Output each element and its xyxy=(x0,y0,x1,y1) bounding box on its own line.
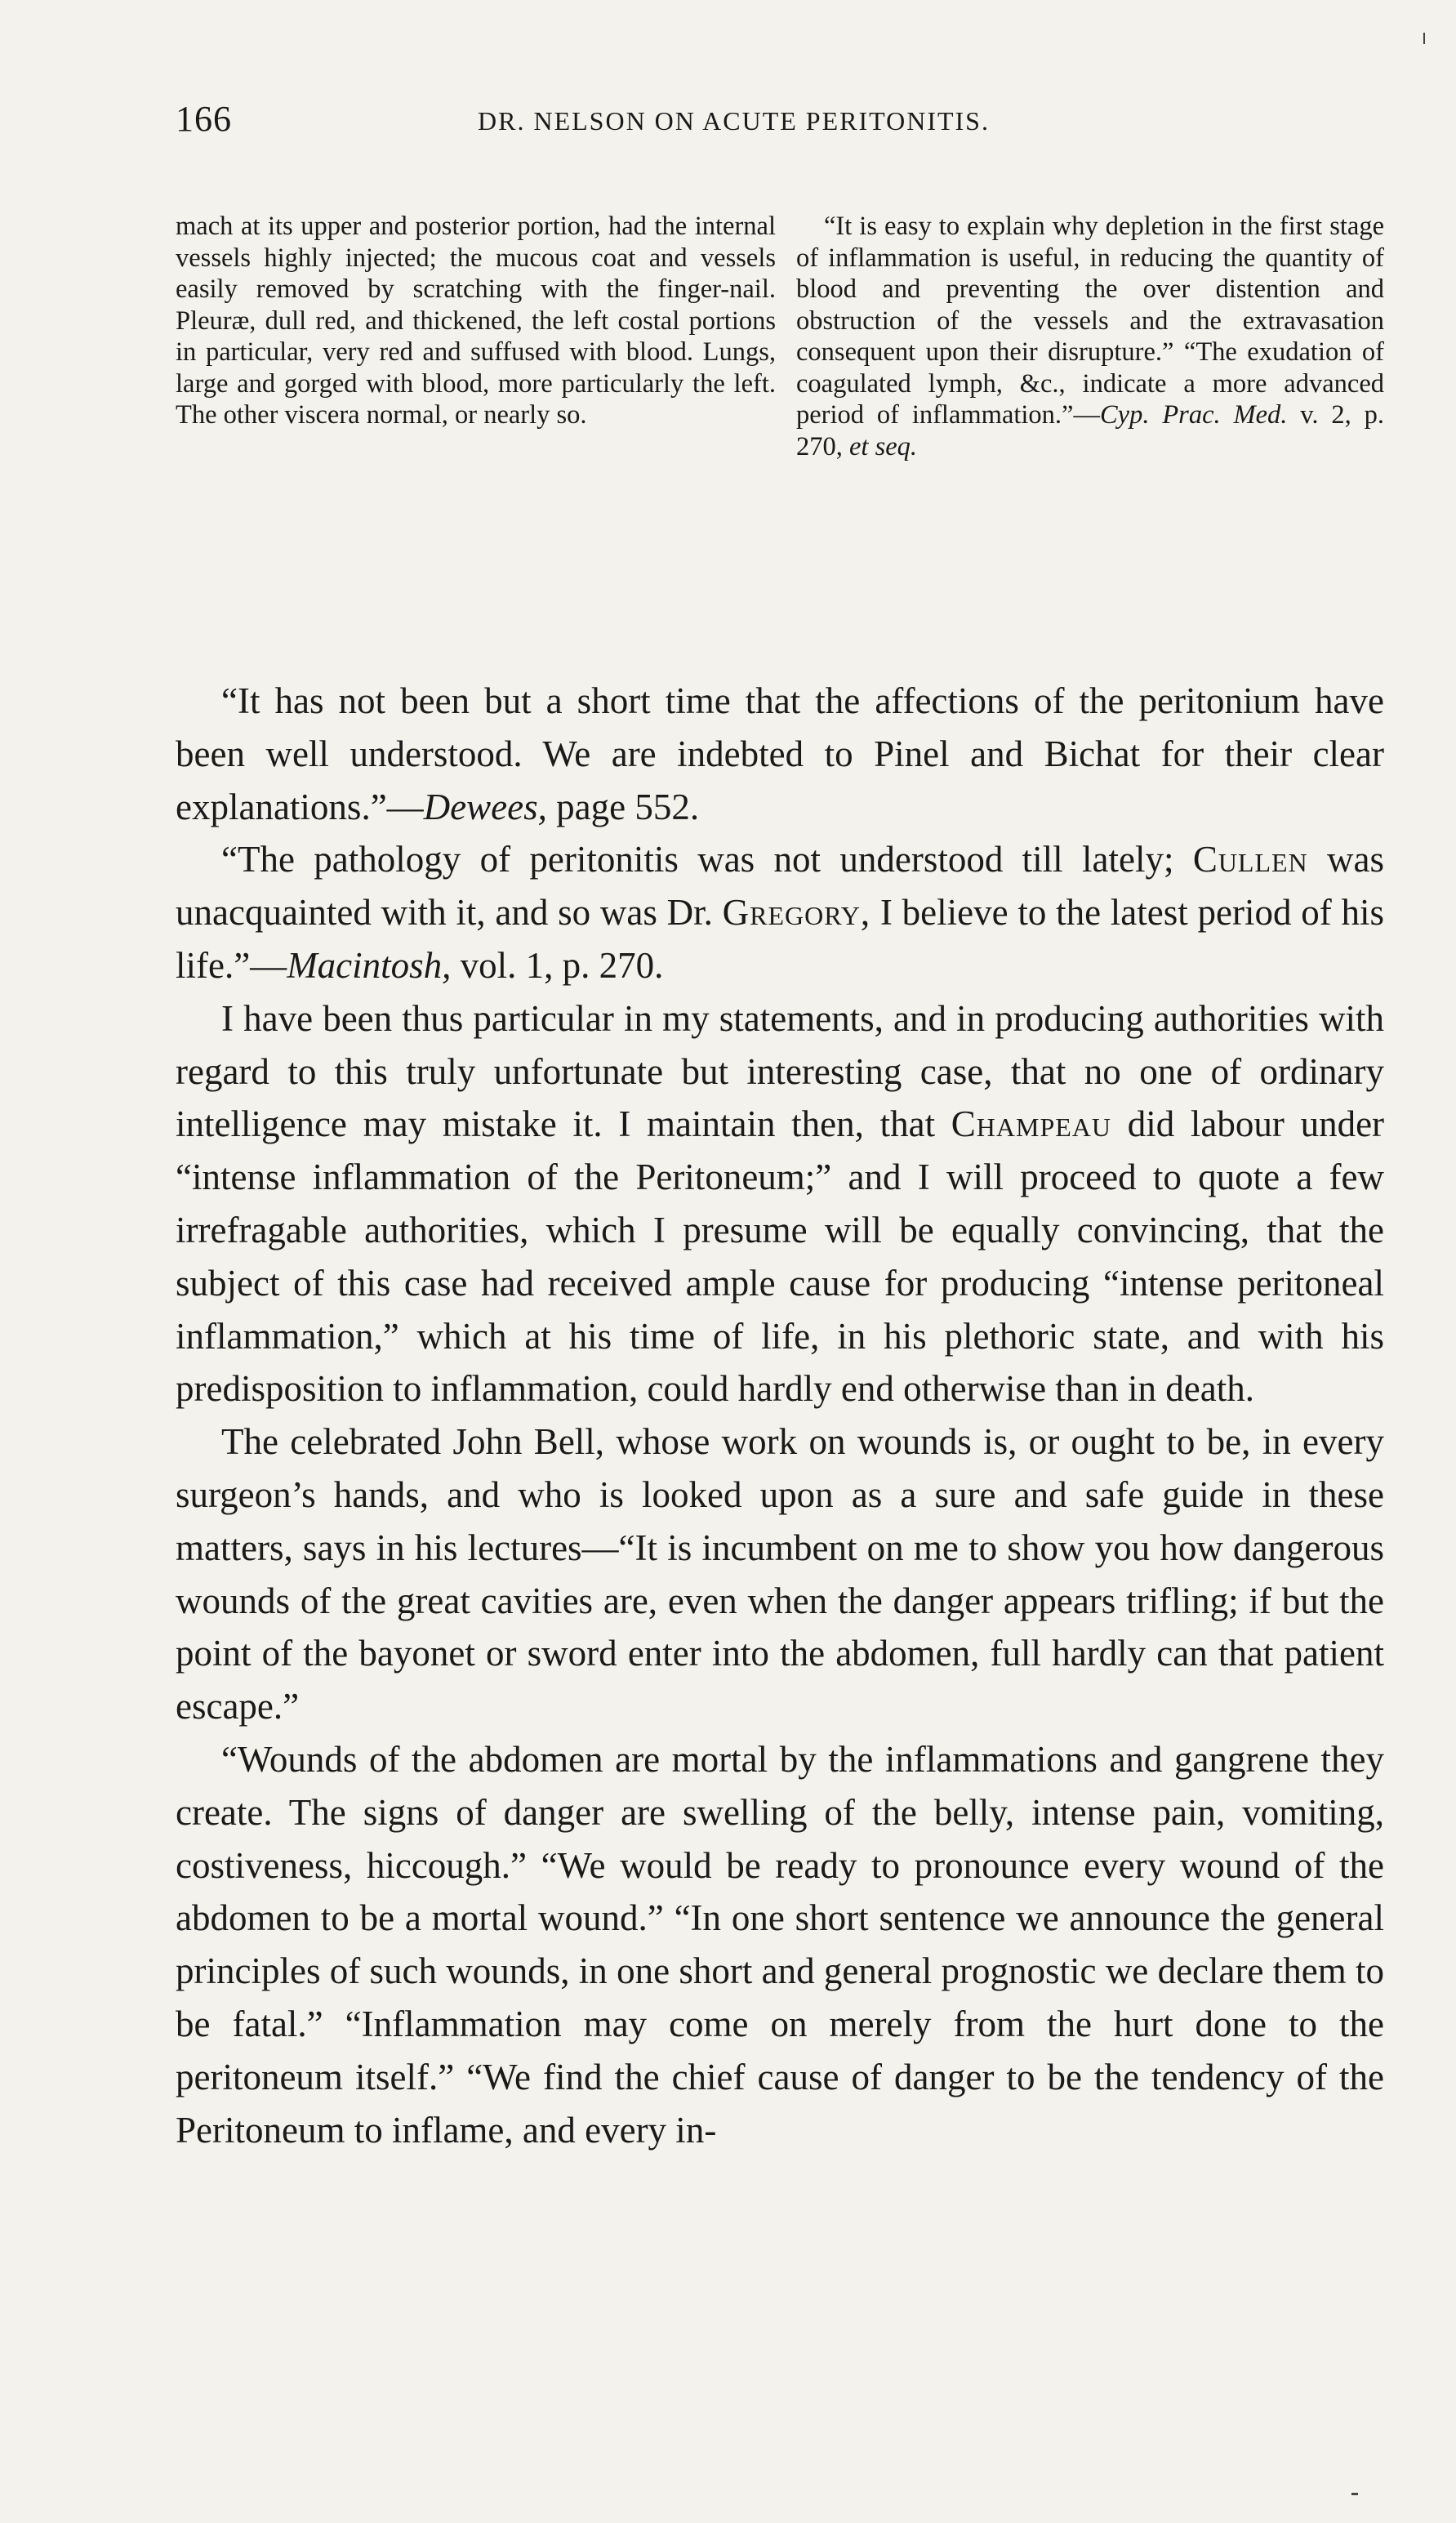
left-column xyxy=(176,211,776,431)
dewees-quote-text: “It has not been but a short time that the affections of the peritonium have been well understood. We are indebted to Pinel and Bichat for their clear explanations.”— xyxy=(176,680,1384,827)
macintosh-author: Macintosh, xyxy=(287,944,452,986)
book-page xyxy=(176,98,1384,2156)
two-column-block xyxy=(176,211,1384,652)
scan-bottom-mark xyxy=(1351,2493,1358,2495)
right-column xyxy=(796,211,1384,462)
macintosh-quote-mid: was unacquainted with it, and so was Dr. xyxy=(176,839,1385,934)
dewees-author: Dewees, xyxy=(423,786,547,827)
quote-depletion: “It is easy to explain why depletion in the first stage of inflammation is useful, in reducing the quantity of blood and preventing the over distention and obstruction of the vessels and the extravasation consequent upon their disrupture.” xyxy=(796,212,1384,367)
citation-source: Cyp. Prac. Med. xyxy=(1099,400,1288,430)
name-gregory: Gregory, xyxy=(722,892,871,934)
name-cullen: Cullen xyxy=(1192,839,1308,880)
champeau-text-end: did labour under “intense inflammation of the Peritoneum;” and I will proceed to quote a few irrefragable authorities, which I presume will be equally convincing, that the subject of this case had received ample cause for producing “intense peritoneal inflammation,” which at his time of life, in his plethoric state, and with his predisposition to inflammation, could hardly end otherwise than in death. xyxy=(176,1103,1385,1410)
scan-edge-mark xyxy=(1423,33,1425,44)
page-header xyxy=(176,98,1384,155)
paragraph-dewees-quote xyxy=(176,675,1384,833)
page-number: 166 xyxy=(176,99,232,139)
quote-exudation: “The exudation of coagulated lymph, &c., indicate a more advanced period of inflammation.”— xyxy=(796,337,1384,430)
paragraph-macintosh-quote xyxy=(176,833,1384,992)
paragraph-champeau xyxy=(176,992,1384,1415)
macintosh-quote-start: “The pathology of peritonitis was not understood till lately; xyxy=(221,839,1174,880)
paragraph-abdominal-wounds: “Wounds of the abdomen are mortal by the inflammations and gangrene they create. The signs of danger are swelling of the belly, intense pain, vomiting, costiveness, hiccough.” “We would be ready to pronounce every wound of the abdomen to be a mortal wound.” “In one short sentence we announce the general principles of such wounds, in one short and general prognostic we declare them to be fatal.” “Inflammation may come on merely from the hurt done to the peritoneum itself.” “We find the chief cause of danger to be the tendency of the Peritoneum to inflame, and every in- xyxy=(176,1738,1384,2151)
dewees-page: page 552. xyxy=(556,786,700,827)
main-text xyxy=(176,675,1384,2156)
citation-et-seq: et seq. xyxy=(849,431,918,461)
macintosh-quote-end: I believe to the latest period of his life.”— xyxy=(176,892,1384,986)
left-column-paragraph: mach at its upper and posterior portion, had the internal vessels highly injected; the mucous coat and vessels easily removed by scratching with the finger-nail. Pleuræ, dull red, and thickened, the left costal portions in particular, very red and suffused with blood. Lungs, large and gorged with blood, more particularly the left. The other viscera normal, or nearly so. xyxy=(176,212,776,430)
macintosh-page: vol. 1, p. 270. xyxy=(460,944,664,986)
right-column-quote xyxy=(796,211,1384,462)
running-head: DR. NELSON ON ACUTE PERITONITIS. xyxy=(478,106,990,136)
champeau-text-start: I have been thus particular in my statements, and in producing authorities with regard to this truly unfortunate but interesting case, that no one of ordinary intelligence may mistake it. I maintain then, that xyxy=(176,997,1384,1145)
name-champeau: Champeau xyxy=(951,1103,1112,1145)
paragraph-john-bell: The celebrated John Bell, whose work on wounds is, or ought to be, in every surgeon’s hands, and who is looked upon as a sure and safe guide in these matters, says in his lectures—“It is incumbent on me to show you how dangerous wounds of the great cavities are, even when the danger appears trifling; if but the point of the bayonet or sword enter into the abdomen, full hardly can that patient escape.” xyxy=(176,1421,1384,1727)
citation-detail: v. 2, p. 270, xyxy=(796,400,1384,461)
